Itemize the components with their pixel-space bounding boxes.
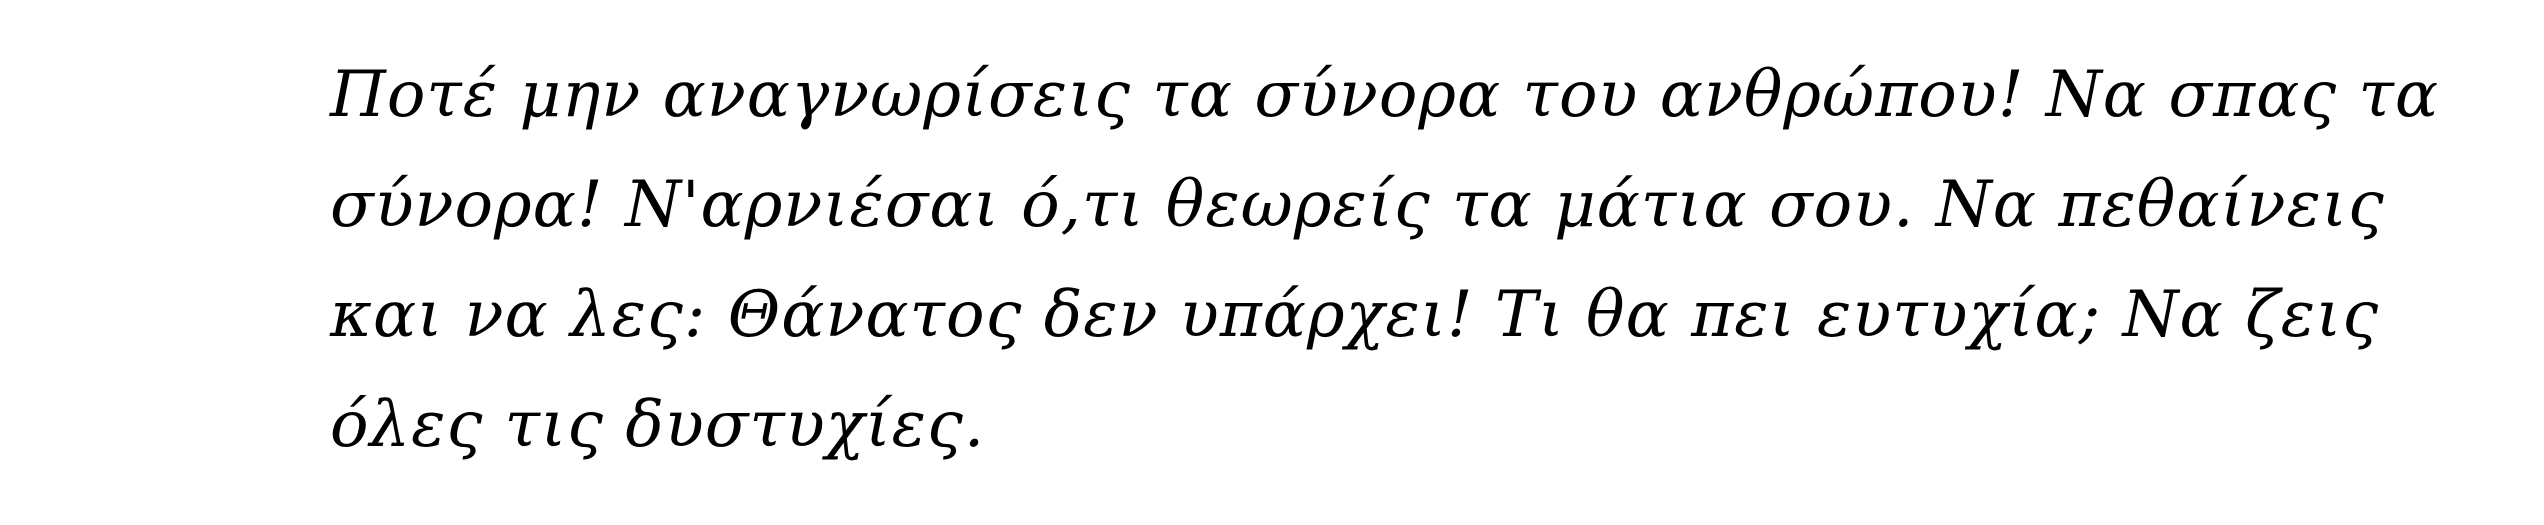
handwritten-line-1: Ποτέ μην αναγνωρίσεις τα σύνορα του ανθρώπου! Να σπας τα [330,58,2440,132]
handwritten-line-3: και να λες: Θάνατος δεν υπάρχει! Τι θα πει ευτυχία; Να ζεις [330,278,2380,352]
handwritten-line-4: όλες τις δυστυχίες. [330,388,986,462]
handwritten-line-2: σύνορα! Ν'αρνιέσαι ό,τι θεωρείς τα μάτια σου. Να πεθαίνεις [330,168,2385,242]
handwritten-text-block [330,40,2440,480]
